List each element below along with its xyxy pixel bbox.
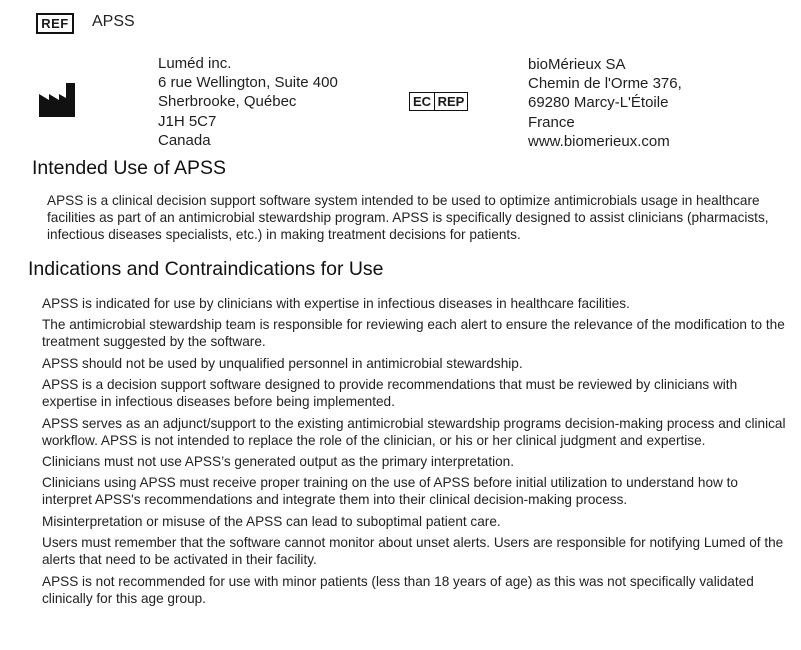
indication-item: The antimicrobial stewardship team is responsible for reviewing each alert to ensure the relevance of the modification to the treatment suggested by the software. bbox=[42, 317, 785, 350]
ref-value: APSS bbox=[92, 13, 135, 30]
ec-symbol-label: EC bbox=[410, 93, 435, 110]
factory-icon bbox=[38, 82, 76, 118]
indication-item: Misinterpretation or misuse of the APSS can lead to suboptimal patient care. bbox=[42, 513, 501, 529]
indication-item: Clinicians must not use APSS’s generated output as the primary interpretation. bbox=[42, 453, 515, 469]
ec-rep-address bbox=[528, 55, 682, 151]
indication-item: Clinicians using APSS must receive proper training on the use of APSS before initial utilization to understand how to interpret APSS's recommendations and integrate them into their clinical decision-making process. bbox=[42, 475, 738, 508]
website-link: www.biomerieux.com bbox=[528, 132, 670, 150]
indication-item: APSS should not be used by unqualified personnel in antimicrobial stewardship. bbox=[42, 355, 523, 371]
intended-use-text: APSS is a clinical decision support software system intended to be used to optimize antimicrobials usage in healthcare facilities as part of an antimicrobial stewardship program. APSS is specifically designed to assist clinicians (pharmacists, infectious diseases specialists, etc.) in making treatment decisions for patients. bbox=[47, 193, 769, 242]
address-line: France bbox=[528, 113, 575, 131]
address-line: Canada bbox=[158, 131, 211, 149]
address-line: bioMérieux SA bbox=[528, 56, 626, 73]
indication-item: APSS serves as an adjunct/support to the existing antimicrobial stewardship programs decision-making process and clinical workflow. APSS is not intended to replace the role of the clinician, or his or her clinical judgment and expertise. bbox=[42, 415, 786, 448]
address-line: J1H 5C7 bbox=[158, 112, 217, 130]
indications-list bbox=[42, 295, 787, 611]
ref-symbol: REF bbox=[36, 13, 74, 34]
rep-symbol-label: REP bbox=[437, 94, 465, 109]
indication-item: APSS is a decision support software designed to provide recommendations that must be reviewed by clinicians with expertise in infectious diseases before being implemented. bbox=[42, 377, 738, 410]
manufacturer-address bbox=[158, 54, 338, 150]
indication-item: Users must remember that the software cannot monitor about unset alerts. Users are responsible for notifying Lumed of the alerts that need to be activated in their facility. bbox=[42, 535, 784, 568]
address-line: Chemin de l'Orme 376, bbox=[528, 75, 682, 93]
intended-use-heading: Intended Use of APSS bbox=[32, 157, 227, 179]
address-line: 6 rue Wellington, Suite 400 bbox=[158, 74, 338, 92]
address-line: 69280 Marcy-L'Étoile bbox=[528, 94, 669, 112]
indications-heading: Indications and Contraindications for Use bbox=[28, 258, 384, 280]
ec-rep-symbol bbox=[409, 92, 468, 111]
address-line: Luméd inc. bbox=[158, 55, 232, 72]
indication-item: APSS is indicated for use by clinicians with expertise in infectious diseases in healthcare facilities. bbox=[42, 296, 630, 311]
address-line: Sherbrooke, Québec bbox=[158, 93, 297, 111]
indication-item: APSS is not recommended for use with minor patients (less than 18 years of age) as this was not specifically validated clinically for this age group. bbox=[42, 573, 754, 606]
